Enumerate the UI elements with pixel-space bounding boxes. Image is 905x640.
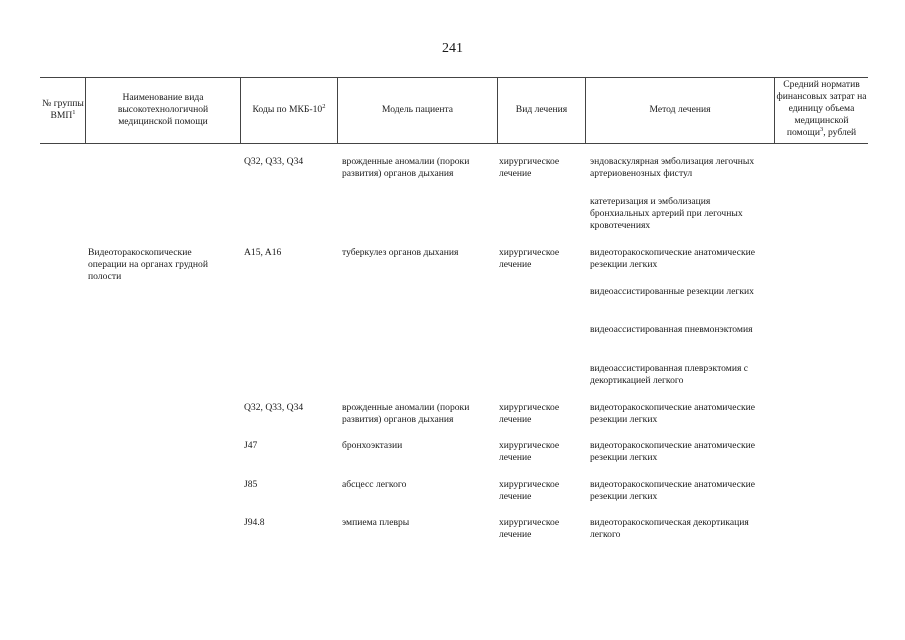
row-method: видеоторакоскопические анатомические резекции легких bbox=[590, 402, 756, 425]
header-treatment-method: Метод лечения bbox=[649, 104, 711, 115]
row-patient-model: врожденные аномалии (пороки развития) органов дыхания bbox=[342, 402, 470, 425]
row-patient-model: врожденные аномалии (пороки развития) органов дыхания bbox=[342, 156, 470, 179]
row-treatment-type: хирургическое лечение bbox=[499, 402, 560, 425]
row-treatment-type: хирургическое лечение bbox=[499, 156, 560, 179]
header-treatment-type: Вид лечения bbox=[515, 104, 568, 115]
row-codes: J47 bbox=[244, 440, 258, 451]
row-method: видеоассистированная пневмонэктомия bbox=[590, 324, 753, 335]
row-patient-model: эмпиема плевры bbox=[342, 517, 410, 528]
row-method: катетеризация и эмболизация бронхиальных артерий при легочных кровотечениях bbox=[590, 196, 743, 231]
header-care-type: Наименование вида высокотехнологичной медицинской помощи bbox=[117, 92, 209, 127]
row-method: эндоваскулярная эмболизация легочных артериовенозных фистул bbox=[590, 156, 755, 179]
header-average-cost: Средний норматив финансовых затрат на единицу объема медицинской помощи$^3$, рублей bbox=[776, 79, 867, 138]
header-icd-codes: Коды по МКБ-$10^2$ bbox=[252, 102, 326, 115]
header-group-number: № группы ВМП$^1$ bbox=[42, 98, 84, 121]
row-treatment-type: хирургическое лечение bbox=[499, 479, 560, 502]
row-treatment-type: хирургическое лечение bbox=[499, 440, 560, 463]
row-codes: A15, A16 bbox=[244, 247, 282, 258]
row-method: видеоторакоскопическая декортикация легкого bbox=[590, 517, 749, 540]
row-method: видеоассистированные резекции легких bbox=[590, 286, 754, 297]
row-patient-model: абсцесс легкого bbox=[342, 479, 407, 490]
header-bottom-border bbox=[40, 143, 868, 144]
row-patient-model: бронхоэктазии bbox=[342, 440, 403, 451]
row-method: видеоассистированная плеврэктомия с декортикацией легкого bbox=[590, 363, 749, 386]
row-method: видеоторакоскопические анатомические резекции легких bbox=[590, 440, 756, 463]
row-method: видеоторакоскопические анатомические резекции легких bbox=[590, 247, 756, 270]
row-codes: J94.8 bbox=[244, 517, 265, 528]
procedure-name: Видеоторакоскопические операции на органах грудной полости bbox=[88, 247, 208, 282]
page-number: 241 bbox=[442, 41, 463, 56]
row-method: видеоторакоскопические анатомические резекции легких bbox=[590, 479, 756, 502]
row-codes: Q32, Q33, Q34 bbox=[244, 402, 304, 413]
table-top-border bbox=[40, 77, 868, 78]
row-codes: Q32, Q33, Q34 bbox=[244, 156, 304, 167]
row-treatment-type: хирургическое лечение bbox=[499, 517, 560, 540]
row-codes: J85 bbox=[244, 479, 258, 490]
row-treatment-type: хирургическое лечение bbox=[499, 247, 560, 270]
row-patient-model: туберкулез органов дыхания bbox=[342, 247, 459, 258]
header-patient-model: Модель пациента bbox=[381, 104, 454, 115]
column-divider-1 bbox=[85, 77, 86, 143]
